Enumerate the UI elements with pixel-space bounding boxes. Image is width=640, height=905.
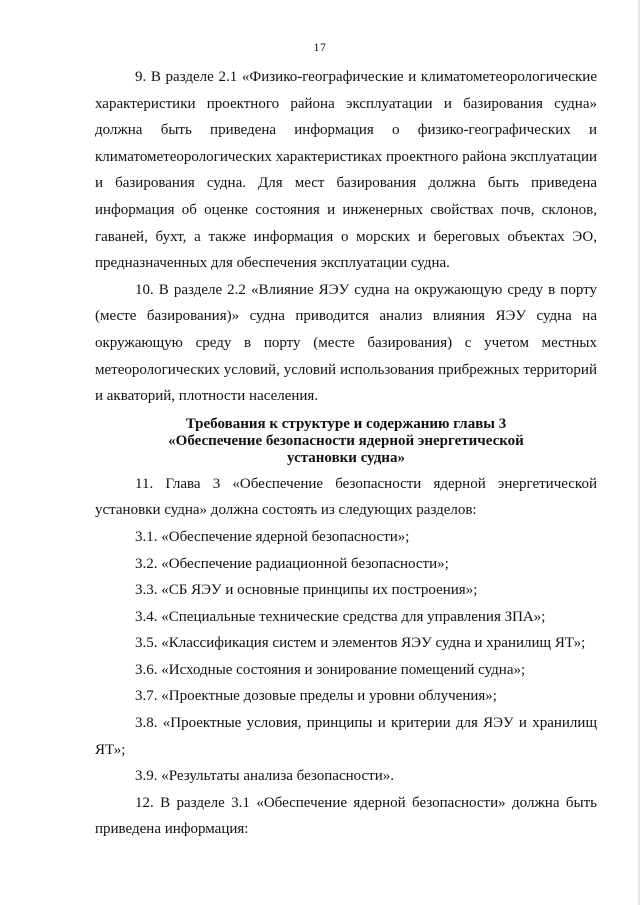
list-item: 3.7. «Проектные дозовые пределы и уровни облучения»;	[135, 688, 497, 705]
paragraph-10: 10. В разделе 2.2 «Влияние ЯЭУ судна на окружающую среду в порту (месте базирования)» судна приводится анализ влияния ЯЭУ судна на окружающую среду в порту (месте базирования) с учетом местных метеорологических условий, условий использования прибрежных территорий и акваторий, плотности населения.	[95, 281, 597, 405]
heading-line-2: «Обеспечение безопасности ядерной энергетической	[168, 432, 524, 449]
list-item: 3.4. «Специальные технические средства для управления ЗПА»;	[135, 608, 546, 625]
list-item: 3.1. «Обеспечение ядерной безопасности»;	[135, 528, 410, 545]
paragraph-9: 9. В разделе 2.1 «Физико-географические и климатометеорологические характеристики проектного района эксплуатации и базирования судна» должна быть приведена информация о физико-географических и климатометеорологических характеристиках проектного района эксплуатации и базирования судна. Для мест базирования должна быть приведена информация об оценке состояния и инженерных свойствах почв, склонов, гаваней, бухт, а также информация о морских и береговых объектах ЭО, предназначенных для обеспечения эксплуатации судна.	[95, 69, 597, 272]
list-item: 3.6. «Исходные состояния и зонирование помещений судна»;	[135, 661, 526, 678]
list-item: 3.3. «СБ ЯЭУ и основные принципы их построения»;	[135, 582, 478, 599]
list-item: 3.2. «Обеспечение радиационной безопасности»;	[135, 555, 449, 572]
page-number: 17	[313, 40, 327, 54]
document-body	[95, 64, 597, 843]
list-item: 3.5. «Классификация систем и элементов ЯЭУ судна и хранилищ ЯТ»;	[135, 635, 586, 652]
sections-list	[95, 524, 597, 790]
list-item: 3.8. «Проектные условия, принципы и критерии для ЯЭУ и хранилищ ЯТ»;	[95, 715, 597, 758]
list-item: 3.9. «Результаты анализа безопасности».	[135, 768, 394, 785]
heading-line-1: Требования к структуре и содержанию главы 3	[185, 415, 507, 432]
paragraph-12: 12. В разделе 3.1 «Обеспечение ядерной безопасности» должна быть приведена информация:	[95, 794, 597, 838]
heading-line-3: установки судна»	[287, 449, 405, 466]
section-heading	[95, 416, 597, 467]
paragraph-11: 11. Глава 3 «Обеспечение безопасности ядерной энергетической установки судна» должна состоять из следующих разделов:	[95, 475, 597, 519]
